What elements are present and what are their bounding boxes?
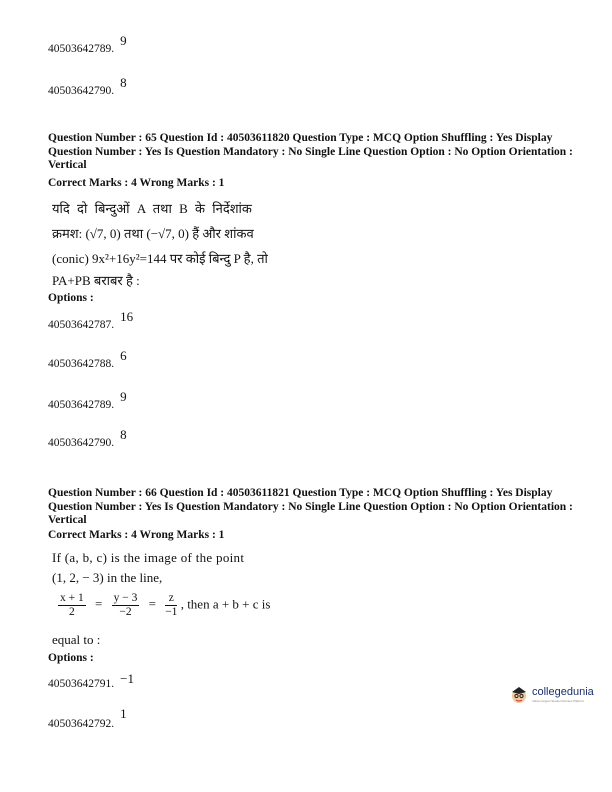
option-id: 40503642792.: [48, 718, 115, 730]
question-65-marks: Correct Marks : 4 Wrong Marks : 1: [48, 177, 225, 189]
option-id: 40503642789.: [48, 43, 115, 55]
option-value: 9: [120, 389, 127, 404]
option-id: 40503642789.: [48, 399, 115, 411]
option-row: [48, 389, 127, 412]
option-value: −1: [120, 671, 134, 686]
fraction-denominator: −2: [119, 606, 132, 618]
question-66-marks: Correct Marks : 4 Wrong Marks : 1: [48, 529, 225, 541]
fraction: [58, 592, 86, 619]
option-value: 16: [120, 309, 134, 324]
option-value: 9: [120, 33, 127, 48]
fraction-numerator: z: [165, 592, 177, 606]
logo-text: collegedunia: [532, 686, 594, 698]
option-row: [48, 427, 127, 450]
option-value: 1: [120, 706, 127, 721]
options-label: Options :: [48, 292, 94, 304]
logo-tagline: India's largest Student Review Platform: [532, 699, 585, 703]
question-66-text: , then a + b + c is: [180, 596, 271, 612]
option-value: 8: [120, 75, 127, 90]
option-value: 8: [120, 427, 127, 442]
option-id: 40503642790.: [48, 85, 115, 97]
question-65-point-a: (√7, 0): [85, 226, 121, 241]
fraction-denominator: 2: [69, 606, 75, 618]
fraction-numerator: y − 3: [113, 592, 138, 604]
option-id: 40503642787.: [48, 319, 115, 331]
fraction-numerator: x + 1: [60, 592, 84, 604]
question-66-line1: If (a, b, c) is the image of the point: [52, 550, 245, 565]
question-66-equation: [58, 592, 270, 619]
question-65-line3: (conic) 9x²+16y²=144 पर कोई बिन्दु P है, तो: [52, 251, 268, 266]
question-65-text: क्रमश:: [52, 226, 83, 241]
option-id: 40503642791.: [48, 678, 115, 690]
mascot-icon: [510, 684, 528, 704]
equals-sign: =: [95, 596, 103, 612]
question-65-header: Question Number : 65 Question Id : 40503611820 Question Type : MCQ Option Shuffling : Yes Display Question Number : Yes Is Question Mandatory : No Single Line Question Option : No Option Orientation : Vertical: [48, 132, 573, 171]
option-row: [48, 33, 127, 56]
question-65-text: हैं और शांकव: [192, 226, 254, 241]
fraction-denominator: −1: [165, 606, 178, 618]
fraction: [165, 592, 177, 619]
option-row: [48, 309, 134, 332]
question-66-line2: (1, 2, − 3) in the line,: [52, 570, 163, 585]
question-65-line2: [52, 224, 254, 242]
option-row: [48, 75, 127, 98]
option-id: 40503642790.: [48, 437, 115, 449]
option-row: [48, 706, 127, 731]
fraction: [112, 592, 140, 619]
equals-sign: =: [148, 596, 156, 612]
question-66-line4: equal to :: [52, 632, 101, 647]
option-value: 6: [120, 348, 127, 363]
option-row: [48, 348, 127, 371]
question-65-text: तथा: [124, 226, 144, 241]
question-65-point-b: (−√7, 0): [146, 226, 189, 241]
question-65-line1: यदि दो बिन्दुओं A तथा B के निर्देशांक: [52, 201, 252, 216]
question-65-line4: PA+PB बराबर है :: [52, 273, 140, 288]
options-label: Options :: [48, 652, 94, 664]
option-id: 40503642788.: [48, 358, 115, 370]
question-66-header: Question Number : 66 Question Id : 40503611821 Question Type : MCQ Option Shuffling : Yes Display Question Number : Yes Is Question Mandatory : No Single Line Question Option : No Option Orientation : Vertical: [48, 487, 573, 526]
option-row: [48, 671, 134, 691]
